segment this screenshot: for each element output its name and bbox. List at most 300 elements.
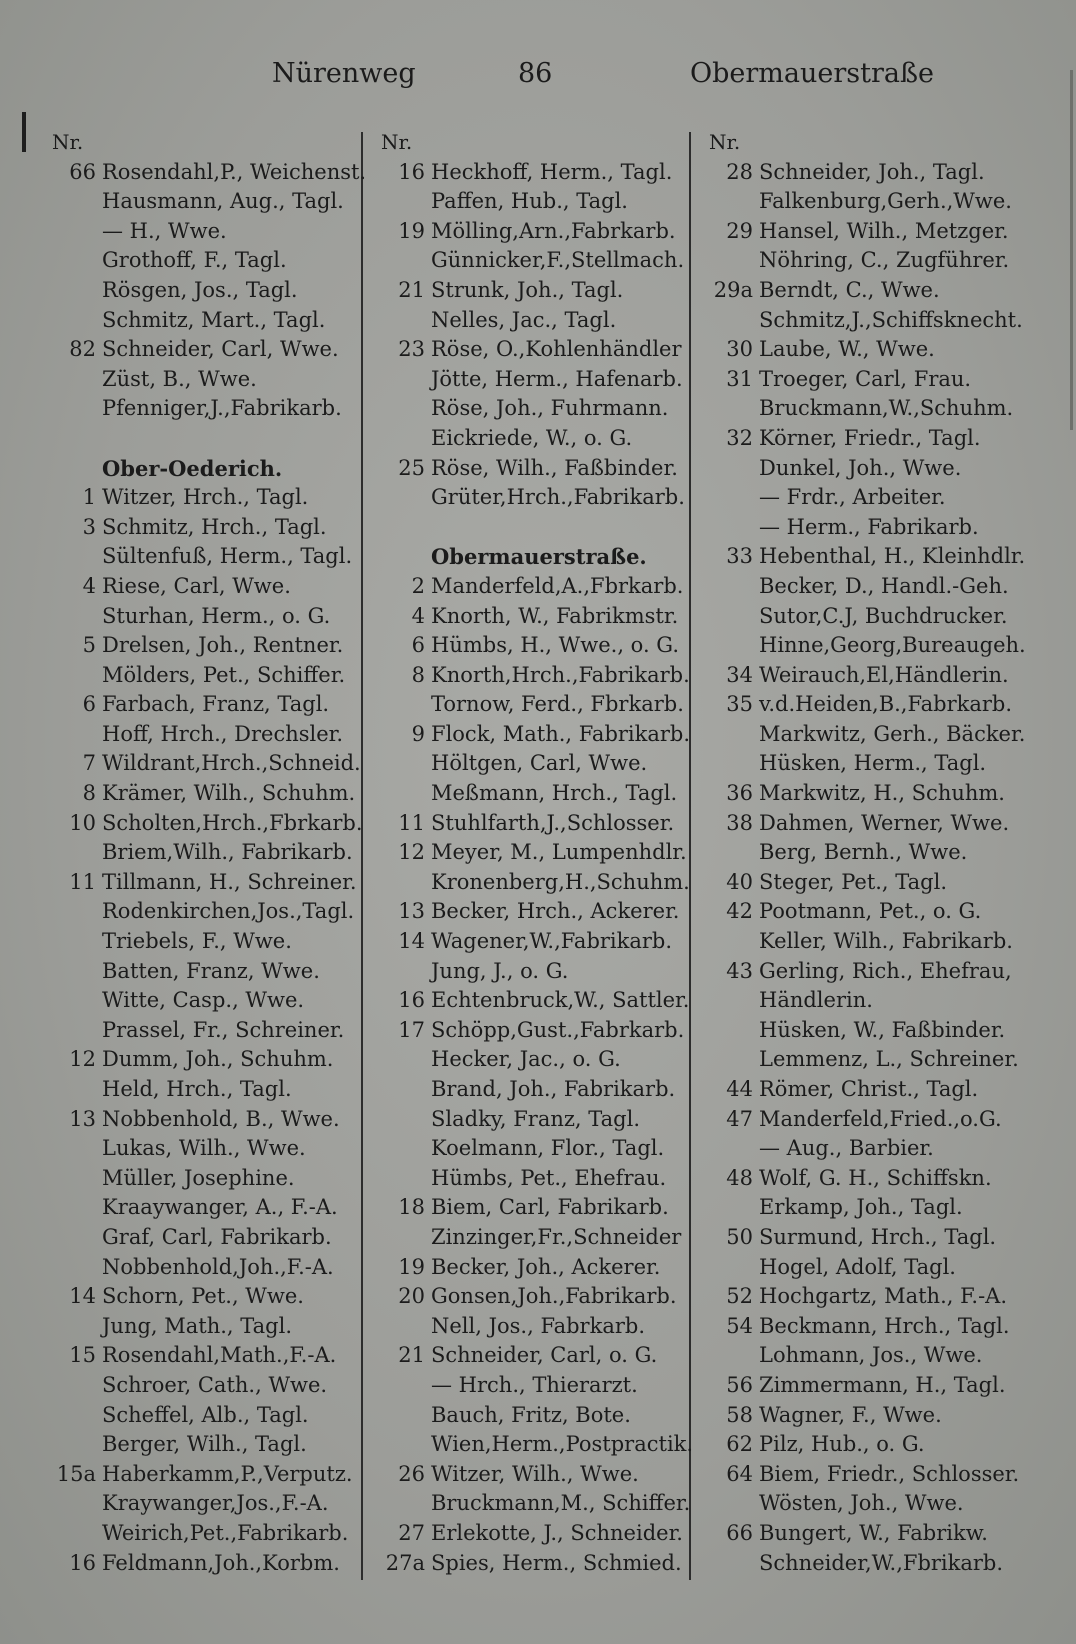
resident-text: Manderfeld,A.,Fbrkarb. [431,573,684,598]
house-number: 21 [398,277,425,302]
directory-entry [381,454,686,484]
directory-entry [381,513,686,543]
resident-text: Zinzinger,Fr.,Schneider [431,1224,682,1249]
street-heading [52,454,357,484]
directory-entry [52,217,357,247]
street-name: Ober-Oederich. [102,455,283,481]
directory-entry [381,1460,686,1490]
directory-entry [52,1134,357,1164]
resident-text: Brand, Joh., Fabrikarb. [431,1077,676,1101]
directory-entry [709,1519,1029,1549]
directory-entry [381,1312,686,1342]
resident-text: Schneider, Joh., Tagl. [759,159,985,184]
directory-entry [709,394,1029,424]
directory-entry [52,1341,357,1371]
resident-text: Batten, Franz, Wwe. [102,958,320,983]
house-number: 32 [726,425,753,450]
resident-text: Hansel, Wilh., Metzger. [759,218,1009,243]
directory-entry [709,779,1029,809]
resident-text: Paffen, Hub., Tagl. [431,189,628,214]
column-header [709,128,1029,158]
directory-entry [52,1282,357,1312]
directory-entry [709,1341,1029,1371]
resident-text: Feldmann,Joh.,Korbm. [102,1550,340,1575]
resident-text: Wagener,W.,Fabrikarb. [431,929,673,954]
resident-text: — Hrch., Thierarzt. [431,1372,638,1397]
directory-entry [381,365,686,395]
resident-text: Hüsken, W., Faßbinder. [759,1017,1006,1042]
resident-text: Becker, Joh., Ackerer. [431,1254,661,1279]
resident-text: Schneider, Carl, o. G. [431,1343,658,1368]
resident-text: Jötte, Herm., Hafenarb. [431,366,683,391]
directory-entry [52,809,363,839]
street-heading [381,542,686,572]
resident-text: Müller, Josephine. [102,1165,295,1190]
resident-text: v.d.Heiden,B.,Fabrkarb. [759,692,1013,717]
directory-entry [52,365,357,395]
directory-column-1 [52,128,367,1578]
resident-text: Wolf, G. H., Schiffskn. [759,1165,992,1190]
directory-entry [709,158,1029,188]
resident-text: Tornow, Ferd., Fbrkarb. [431,692,684,717]
resident-text: Heckhoff, Herm., Tagl. [431,159,673,184]
directory-entry [709,631,1029,661]
resident-text: Hinne,Georg,Bureaugeh. [759,633,1026,658]
directory-entry [709,1134,1029,1164]
resident-text: Bruckmann,M., Schiffer. [431,1491,691,1516]
directory-entry [381,957,686,987]
directory-entry [381,1164,686,1194]
resident-text: Hoff, Hrch., Drechsler. [102,721,344,746]
resident-text: Troeger, Carl, Frau. [759,366,972,391]
directory-entry [52,572,357,602]
house-number: 4 [411,603,425,628]
directory-entry [709,542,1029,572]
resident-text: Schneider,W.,Fbrikarb. [759,1550,1004,1575]
resident-text: Steger, Pet., Tagl. [759,869,948,894]
directory-entry [709,1312,1029,1342]
directory-entry [709,1075,1029,1105]
directory-entry [709,1549,1029,1579]
resident-text: Körner, Friedr., Tagl. [759,425,981,450]
resident-text: Becker, Hrch., Ackerer. [431,899,680,924]
house-number: 13 [398,899,425,924]
directory-entry [381,306,686,336]
directory-entry [381,394,686,424]
resident-text: Beckmann, Hrch., Tagl. [759,1313,1010,1338]
house-number: 4 [82,573,96,598]
directory-entry [52,1164,357,1194]
directory-entry [709,1253,1029,1283]
resident-text: Lohmann, Jos., Wwe. [759,1343,983,1368]
resident-text: Sturhan, Herm., o. G. [102,603,331,628]
house-number: 16 [69,1550,96,1575]
house-number: 47 [726,1106,753,1131]
house-number: 27a [385,1550,425,1575]
directory-entry [52,957,357,987]
resident-text: Wildrant,Hrch.,Schneid. [102,751,361,776]
resident-text: Pfenniger,J.,Fabrikarb. [102,396,342,421]
directory-entry [52,1519,357,1549]
resident-text: Rösgen, Jos., Tagl. [102,277,298,302]
resident-text: Nobbenhold,Joh.,F.-A. [102,1254,334,1279]
directory-entry [381,1519,686,1549]
directory-entry [52,1549,357,1579]
directory-entry [709,1489,1029,1519]
directory-entry [52,187,357,217]
resident-text: Händlerin. [759,988,873,1013]
directory-entry [381,1134,686,1164]
resident-text: Dahmen, Werner, Wwe. [759,810,1010,835]
house-number: 25 [398,455,425,480]
house-number: 16 [398,988,425,1013]
column-header [52,128,357,158]
directory-entry [381,1341,686,1371]
directory-entry [381,1223,686,1253]
directory-entry [381,690,686,720]
resident-text: Keller, Wilh., Fabrikarb. [759,929,1013,954]
resident-text: Wien,Herm.,Postpractik. [431,1432,694,1457]
resident-text: — H., Wwe. [102,218,227,243]
resident-text: Schmitz,J.,Schiffsknecht. [759,307,1023,332]
header-left-street: Nürenweg [272,58,416,89]
directory-entry [709,1223,1029,1253]
house-number: 8 [82,781,96,806]
directory-entry [381,1075,686,1105]
directory-entry [709,661,1029,691]
resident-text: Koelmann, Flor., Tagl. [431,1136,665,1161]
house-number: 7 [82,751,96,776]
directory-entry [709,1401,1029,1431]
house-number: 11 [398,810,425,835]
directory-entry [381,1489,691,1519]
resident-text: Tillmann, H., Schreiner. [102,869,357,894]
resident-text: Bungert, W., Fabrikw. [759,1520,988,1545]
house-number: 21 [398,1343,425,1368]
directory-entry [52,394,357,424]
resident-text: Lukas, Wilh., Wwe. [102,1136,306,1161]
resident-text: Erkamp, Joh., Tagl. [759,1195,963,1220]
house-number: 27 [398,1520,425,1545]
resident-text: Stuhlfarth,J.,Schlosser. [431,810,675,835]
resident-text: Hochgartz, Math., F.-A. [759,1284,1008,1309]
directory-entry [381,158,686,188]
directory-entry [709,572,1029,602]
resident-text: Rosendahl,P., Weichenst. [102,159,367,184]
directory-entry [52,690,357,720]
house-number: 5 [82,633,96,658]
resident-text: Meßmann, Hrch., Tagl. [431,781,678,806]
resident-text: Krämer, Wilh., Schuhm. [102,781,356,806]
house-number: 19 [398,1254,425,1279]
directory-entry [709,217,1029,247]
house-number: 62 [726,1432,753,1457]
resident-text: Kronenberg,H.,Schuhm. [431,869,690,894]
resident-text: Laube, W., Wwe. [759,337,935,362]
directory-entry [52,1430,357,1460]
resident-text: Berndt, C., Wwe. [759,277,940,302]
directory-entry [709,1430,1029,1460]
house-number: 52 [726,1284,753,1309]
directory-entry [709,986,1029,1016]
resident-text: — Aug., Barbier. [759,1136,934,1161]
resident-text: Gerling, Rich., Ehefrau, [759,958,1012,983]
directory-entry [381,1193,686,1223]
directory-entry [709,720,1029,750]
resident-text: Röse, O.,Kohlenhändler [431,337,682,362]
directory-entry [381,1045,686,1075]
house-number: 8 [411,662,425,687]
directory-entry [381,779,686,809]
resident-text: Flock, Math., Fabrikarb. [431,721,691,746]
resident-text: Sladky, Franz, Tagl. [431,1106,641,1131]
resident-text: Wösten, Joh., Wwe. [759,1491,964,1516]
resident-text: Hüsken, Herm., Tagl. [759,751,987,776]
house-number: 48 [726,1165,753,1190]
directory-entry [52,927,357,957]
house-number: 18 [398,1195,425,1220]
street-name: Obermauerstraße. [431,544,647,570]
resident-text: Günnicker,F.,Stellmach. [431,248,685,273]
directory-entry [52,483,357,513]
page-edge-shadow [1070,70,1073,430]
resident-text: Hausmann, Aug., Tagl. [102,189,344,214]
directory-entry [52,1460,357,1490]
directory-entry [709,246,1029,276]
resident-text: Jung, Math., Tagl. [102,1313,293,1338]
resident-text: Hümbs, Pet., Ehefrau. [431,1165,667,1190]
directory-entry [52,513,357,543]
resident-text: Haberkamm,P.,Verputz. [102,1461,353,1486]
column-header-label: Nr. [381,130,413,154]
resident-text: Briem,Wilh., Fabrikarb. [102,840,353,865]
resident-text: Surmund, Hrch., Tagl. [759,1224,997,1249]
house-number: 15a [56,1461,96,1486]
directory-entry [52,986,357,1016]
directory-entry [709,1016,1029,1046]
directory-entry [381,720,691,750]
resident-text: Hecker, Jac., o. G. [431,1047,621,1072]
resident-text: Nell, Jos., Fabrkarb. [431,1313,645,1338]
directory-entry [52,602,357,632]
resident-text: Weirich,Pet.,Fabrikarb. [102,1520,349,1545]
directory-entry [52,1105,357,1135]
resident-text: Sültenfuß, Herm., Tagl. [102,544,353,569]
resident-text: Pilz, Hub., o. G. [759,1432,925,1457]
directory-entry [709,1105,1029,1135]
resident-text: Höltgen, Carl, Wwe. [431,751,648,776]
resident-text: — Frdr., Arbeiter. [759,485,946,510]
column-divider [361,132,363,1580]
directory-entry [381,424,686,454]
directory-entry [381,572,686,602]
directory-entry [52,1312,357,1342]
house-number: 29 [726,218,753,243]
directory-entry [709,306,1029,336]
resident-text: Eickriede, W., o. G. [431,425,633,450]
resident-text: Pootmann, Pet., o. G. [759,899,982,924]
resident-text: Hümbs, H., Wwe., o. G. [431,633,680,658]
resident-text: Lemmenz, L., Schreiner. [759,1047,1019,1072]
directory-entry [709,1371,1029,1401]
resident-text: Witzer, Hrch., Tagl. [102,485,309,510]
directory-entry [52,720,357,750]
directory-entry [381,868,690,898]
directory-entry [52,749,361,779]
house-number: 44 [726,1077,753,1101]
house-number: 23 [398,337,425,362]
resident-text: Röse, Wilh., Faßbinder. [431,455,678,480]
house-number: 31 [726,366,753,391]
house-number: 14 [398,929,425,954]
directory-entry [381,187,686,217]
resident-text: Nöhring, C., Zugführer. [759,248,1010,273]
margin-mark [22,112,26,152]
resident-text: Nobbenhold, B., Wwe. [102,1106,340,1131]
resident-text: Witzer, Wilh., Wwe. [431,1461,639,1486]
house-number: 6 [411,633,425,658]
resident-text: Schmitz, Hrch., Tagl. [102,514,327,539]
directory-entry [709,335,1029,365]
house-number: 9 [411,721,425,746]
directory-entry [52,868,357,898]
directory-entry [52,542,357,572]
house-number: 20 [398,1284,425,1309]
resident-text: Rosendahl,Math.,F.-A. [102,1343,337,1368]
resident-text: Echtenbruck,W., Sattler. [431,988,690,1013]
house-number: 33 [726,544,753,569]
resident-text: Grüter,Hrch.,Fabrikarb. [431,485,685,510]
house-number: 43 [726,958,753,983]
directory-entry [709,1164,1029,1194]
resident-text: — Herm., Fabrikarb. [759,514,979,539]
resident-text: Zimmermann, H., Tagl. [759,1372,1006,1397]
directory-entry [381,1430,694,1460]
resident-text: Mölders, Pet., Schiffer. [102,662,346,687]
directory-entry [52,1075,357,1105]
directory-entry [709,187,1029,217]
house-number: 26 [398,1461,425,1486]
house-number: 19 [398,218,425,243]
directory-column-2 [381,128,694,1578]
house-number: 2 [411,573,425,598]
column-header-label: Nr. [52,130,84,154]
resident-text: Scheffel, Alb., Tagl. [102,1402,309,1427]
directory-entry [52,779,357,809]
directory-entry [381,217,686,247]
resident-text: Schorn, Pet., Wwe. [102,1284,304,1309]
directory-entry [381,276,686,306]
house-number: 12 [69,1047,96,1072]
directory-entry [709,838,1029,868]
directory-entry [381,1549,686,1579]
house-number: 35 [726,692,753,717]
resident-text: Prassel, Fr., Schreiner. [102,1017,345,1042]
directory-entry [709,809,1029,839]
resident-text: Kraaywanger, A., F.-A. [102,1195,338,1220]
resident-text: Kraywanger,Jos.,F.-A. [102,1491,329,1516]
resident-text: Markwitz, H., Schuhm. [759,781,1005,806]
header-right-street: Obermauerstraße [690,58,935,89]
directory-entry [709,1193,1029,1223]
resident-text: Dunkel, Joh., Wwe. [759,455,962,480]
directory-entry [381,838,686,868]
house-number: 1 [82,485,96,510]
house-number: 58 [726,1402,753,1427]
resident-text: Bruckmann,W.,Schuhm. [759,396,1014,421]
resident-text: Wagner, F., Wwe. [759,1402,942,1427]
resident-text: Züst, B., Wwe. [102,366,257,391]
house-number: 38 [726,810,753,835]
directory-entry [381,335,686,365]
house-number: 6 [82,692,96,717]
house-number: 16 [398,159,425,184]
resident-text: Hogel, Adolf, Tagl. [759,1254,956,1279]
house-number: 28 [726,159,753,184]
directory-entry [709,602,1029,632]
directory-entry [381,1401,686,1431]
directory-entry [709,276,1029,306]
house-number: 36 [726,781,753,806]
resident-text: Hebenthal, H., Kleinhdlr. [759,544,1026,569]
directory-entry [52,1371,357,1401]
resident-text: Schroer, Cath., Wwe. [102,1372,328,1397]
directory-entry [52,1489,357,1519]
house-number: 13 [69,1106,96,1131]
directory-entry [381,927,686,957]
resident-text: Gonsen,Joh.,Fabrikarb. [431,1284,677,1309]
resident-text: Sutor,C.J, Buchdrucker. [759,603,1008,628]
house-number: 66 [69,159,96,184]
directory-entry [381,809,686,839]
directory-entry [52,276,357,306]
house-number: 30 [726,337,753,362]
house-number: 29a [713,277,753,302]
directory-entry [381,1371,686,1401]
directory-entry [381,631,686,661]
house-number: 66 [726,1520,753,1545]
directory-entry [709,868,1029,898]
resident-text: Römer, Christ., Tagl. [759,1077,979,1101]
resident-text: Farbach, Franz, Tagl. [102,692,330,717]
directory-entry [52,1045,357,1075]
directory-entry [709,690,1029,720]
resident-text: Manderfeld,Fried.,o.G. [759,1106,1002,1131]
resident-text: Grothoff, F., Tagl. [102,248,287,273]
resident-text: Berger, Wilh., Tagl. [102,1432,307,1457]
directory-entry [52,158,367,188]
directory-column-3 [709,128,1029,1578]
directory-entry [52,631,357,661]
house-number: 64 [726,1461,753,1486]
resident-text: Bauch, Fritz, Bote. [431,1402,631,1427]
directory-entry [381,246,686,276]
resident-text: Graf, Carl, Fabrikarb. [102,1224,332,1249]
resident-text: Riese, Carl, Wwe. [102,573,291,598]
page-header [0,58,1076,98]
resident-text: Mölling,Arn.,Fabrkarb. [431,218,676,243]
resident-text: Schmitz, Mart., Tagl. [102,307,326,332]
house-number: 40 [726,869,753,894]
resident-text: Rodenkirchen,Jos.,Tagl. [102,899,355,924]
directory-entry [709,957,1029,987]
directory-entry [52,1223,357,1253]
directory-entry [709,1045,1029,1075]
resident-text: Held, Hrch., Tagl. [102,1077,292,1101]
resident-text: Röse, Joh., Fuhrmann. [431,396,669,421]
house-number: 3 [82,514,96,539]
directory-entry [52,1193,357,1223]
